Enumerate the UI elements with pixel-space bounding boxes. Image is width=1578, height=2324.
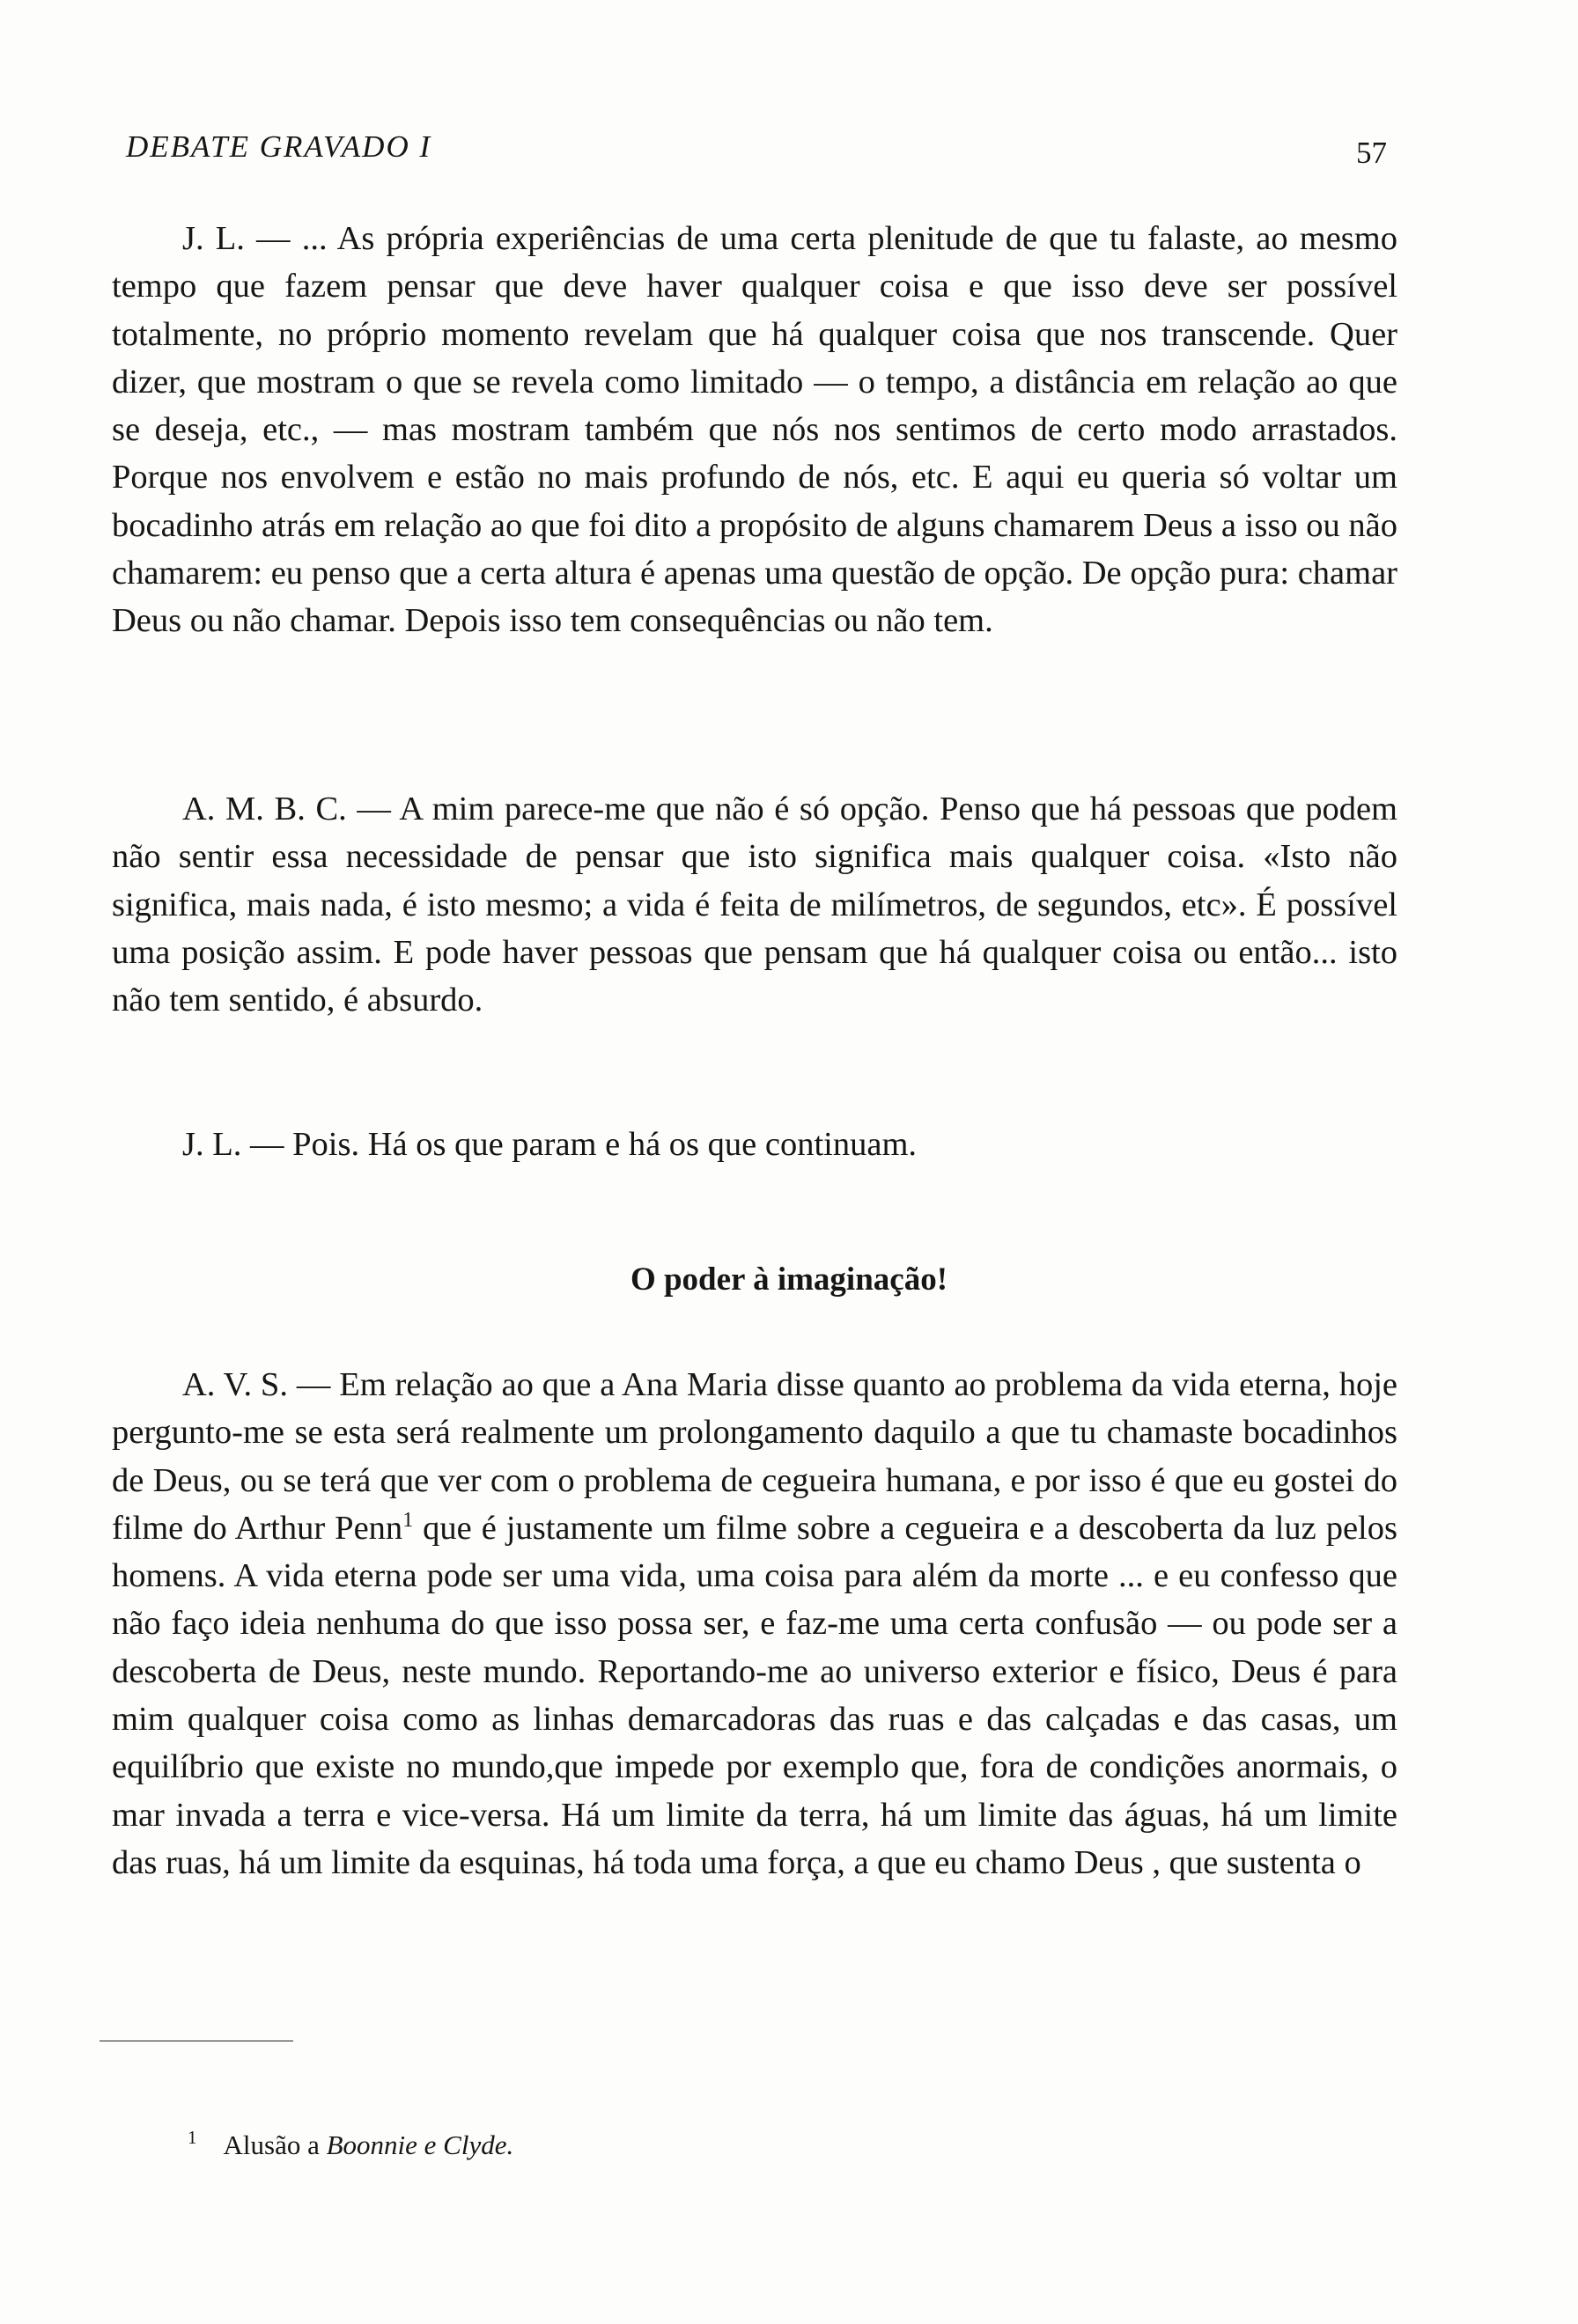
speaker-label: A. M. B. C. — xyxy=(182,791,391,827)
footnote-film-title: Boonnie e Clyde. xyxy=(326,2129,514,2160)
footnote xyxy=(188,2127,513,2161)
paragraph-avs xyxy=(112,1361,1397,1886)
paragraph-text: ... As própria experiências de uma certa plenitude de que tu falaste, ao mesmo tempo que fazem pensar que deve haver qualquer coisa e que isso deve ser possível totalmente, no próprio momento revelam que há qualquer coisa que nos transcende. Quer dizer, que mostram o que se revela como limitado — o tempo, a distância em relação ao que se deseja, etc., — mas mostram também que nós nos sentimos de certo modo arrastados. Porque nos envolvem e estão no mais profundo de nós, etc. E aqui eu queria só voltar um bocadinho atrás em relação ao que foi dito a propósito de alguns chamarem Deus a isso ou não chamarem: eu penso que a certa altura é apenas uma questão de opção. De opção pura: chamar Deus ou não chamar. Depois isso tem consequências ou não tem. xyxy=(112,220,1397,640)
paragraph-jl-1 xyxy=(112,215,1397,645)
paragraph-ambc xyxy=(112,785,1397,1024)
paragraph-jl-2 xyxy=(112,1121,1397,1168)
paragraph-text: Pois. Há os que param e há os que continuam. xyxy=(284,1126,918,1163)
paragraph-text: Em relação ao que a Ana Maria disse quanto ao problema da vida eterna, hoje pergunto-me se esta será realmente um prolongamento daquilo a que tu chamaste bocadinhos de Deus, ou se terá que ver com o problema de cegueira humana, e por isso é que eu gostei do filme do Arthur Penn xyxy=(112,1366,1397,1547)
footnote-prefix: Alusão a xyxy=(223,2129,327,2160)
running-title: DEBATE GRAVADO I xyxy=(126,129,432,164)
section-heading: O poder à imaginação! xyxy=(630,1261,948,1298)
page-number: 57 xyxy=(1356,136,1387,170)
paragraph-text-continued: que é justamente um filme sobre a cegueira e a descoberta da luz pelos homens. A vida eterna pode ser uma vida, uma coisa para além da morte ... e eu confesso que não faço ideia nenhuma do que isso possa ser, e faz-me uma certa confusão — ou pode ser a descoberta de Deus, neste mundo. Reportando-me ao universo exterior e físico, Deus é para mim qualquer coisa como as linhas demarcadoras das ruas e das calçadas e das casas, um equilíbrio que existe no mundo,que impede por exemplo que, fora de condições anormais, o mar invada a terra e vice-versa. Há um limite da terra, há um limite das águas, há um limite das ruas, há um limite da esquinas, há toda uma força, a que eu chamo Deus , que sustenta o xyxy=(112,1509,1397,1881)
speaker-label: J. L. — xyxy=(182,1126,284,1163)
footnote-mark: 1 xyxy=(188,2127,197,2148)
speaker-label: J. L. — xyxy=(182,220,291,257)
paragraph-text: A mim parece-me que não é só opção. Penso que há pessoas que podem não sentir essa necessidade de pensar que isto significa mais qualquer coisa. «Isto não significa, mais nada, é isto mesmo; a vida é feita de milímetros, de segundos, etc». É possível uma posição assim. E pode haver pessoas que pensam que há qualquer coisa ou então... isto não tem sentido, é absurdo. xyxy=(112,791,1397,1019)
footnote-reference: 1 xyxy=(402,1508,414,1532)
speaker-label: A. V. S. — xyxy=(182,1366,331,1403)
